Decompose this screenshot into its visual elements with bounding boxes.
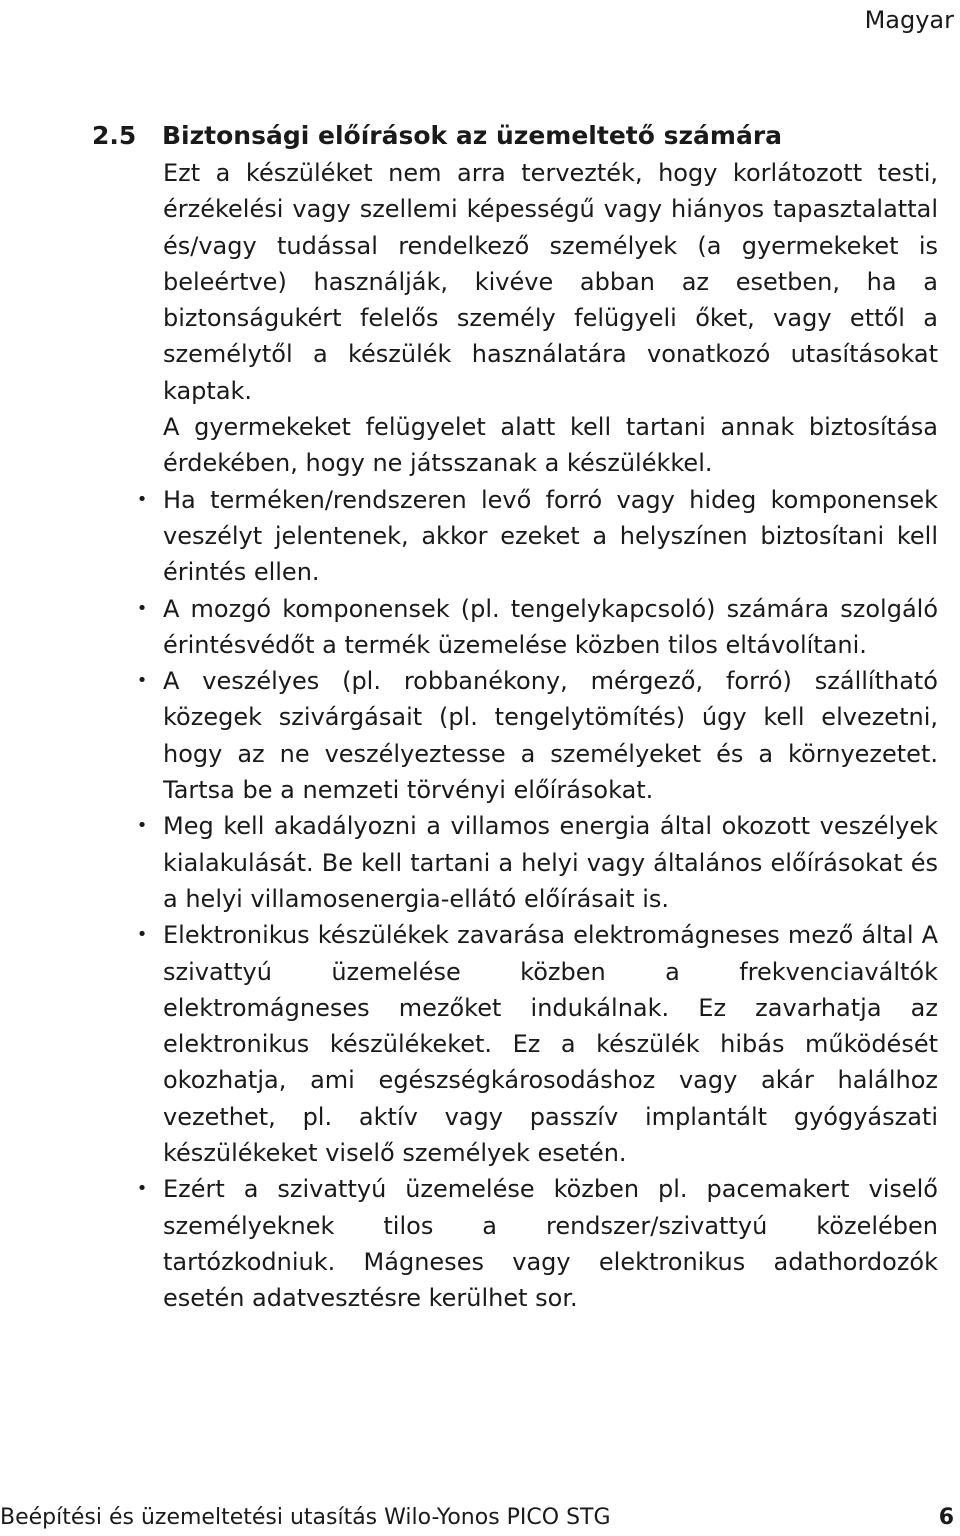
bullet-icon: •: [136, 488, 148, 510]
section-number: 2.5: [92, 121, 137, 150]
bullet-icon: •: [136, 815, 148, 837]
bullet-icon: •: [136, 1178, 148, 1200]
page-number: 6: [938, 1505, 954, 1530]
section-heading: [92, 118, 940, 154]
bullet-icon: •: [136, 670, 148, 692]
bullet-text: A mozgó komponensek (pl. tengelykapcsoló) számára szolgáló érintésvédőt a termék üzemelése közben tilos eltávolítani.: [163, 594, 938, 659]
safety-bullet-list: [136, 482, 938, 1317]
bullet-icon: •: [136, 597, 148, 619]
bullet-text: Elektronikus készülékek zavarása elektromágneses mező által A szivattyú üzemelése közben a frekvenciaváltók elektromágneses mezőket indukálnak. Ez zavarhatja az elektronikus készülékeket. Ez a készülék hibás működését okozhatja, ami egészségkárosodáshoz vagy akár halálhoz vezethet, pl. aktív vagy passzív implantált gyógyászati készülékeket viselő személyek esetén.: [163, 921, 938, 1168]
children-supervision-paragraph: A gyermekeket felügyelet alatt kell tartani annak biztosítása érdekében, hogy ne játsszanak a készülékkel.: [163, 413, 938, 478]
section-body: [136, 155, 938, 1317]
bullet-text: Ezért a szivattyú üzemelése közben pl. pacemakert viselő személyeknek tilos a rendszer/szivattyú közelében tartózkodniuk. Mágneses vagy elektronikus adathordozók esetén adatvesztésre kerülhet sor.: [163, 1175, 938, 1313]
intro-paragraph: Ezt a készüléket nem arra tervezték, hogy korlátozott testi, érzékelési vagy szellemi képességű vagy hiányos tapasztalattal és/vagy tudással rendelkező személyek (a gyermekeket is beleértve) használják, kivéve abban az esetben, ha a biztonságukért felelős személy felügyeli őket, vagy ettől a személytől a készülék használatára vonatkozó utasításokat kaptak.: [163, 159, 938, 405]
section-title: Biztonsági előírások az üzemeltető számára: [162, 121, 783, 150]
bullet-text: Ha terméken/rendszeren levő forró vagy hideg komponensek veszélyt jelentenek, akkor ezeket a helyszínen biztosítani kell érintés ellen.: [163, 485, 938, 587]
page-header-language: Magyar: [864, 6, 954, 34]
bullet-item-moving-components: [136, 591, 938, 664]
bullet-item-hot-cold-components: [136, 482, 938, 591]
bullet-item-electrical-hazards: [136, 808, 938, 917]
footer-document-title: Beépítési és üzemeltetési utasítás Wilo-Yonos PICO STG: [0, 1505, 611, 1530]
bullet-item-electromagnetic-interference: [136, 917, 938, 1171]
bullet-item-pacemaker-warning: [136, 1171, 938, 1316]
bullet-item-dangerous-media: [136, 663, 938, 808]
bullet-icon: •: [136, 924, 148, 946]
page-footer: [0, 1500, 954, 1536]
bullet-text: A veszélyes (pl. robbanékony, mérgező, forró) szállítható közegek szivárgásait (pl. tengelytömítés) úgy kell elvezetni, hogy az ne veszélyeztesse a személyeket és a környezetet. Tartsa be a nemzeti törvényi előírásokat.: [163, 667, 938, 805]
bullet-text: Meg kell akadályozni a villamos energia által okozott veszélyek kialakulását. Be kell tartani a helyi vagy általános előírásokat és a helyi villamosenergia-ellátó előírásait is.: [163, 812, 938, 913]
